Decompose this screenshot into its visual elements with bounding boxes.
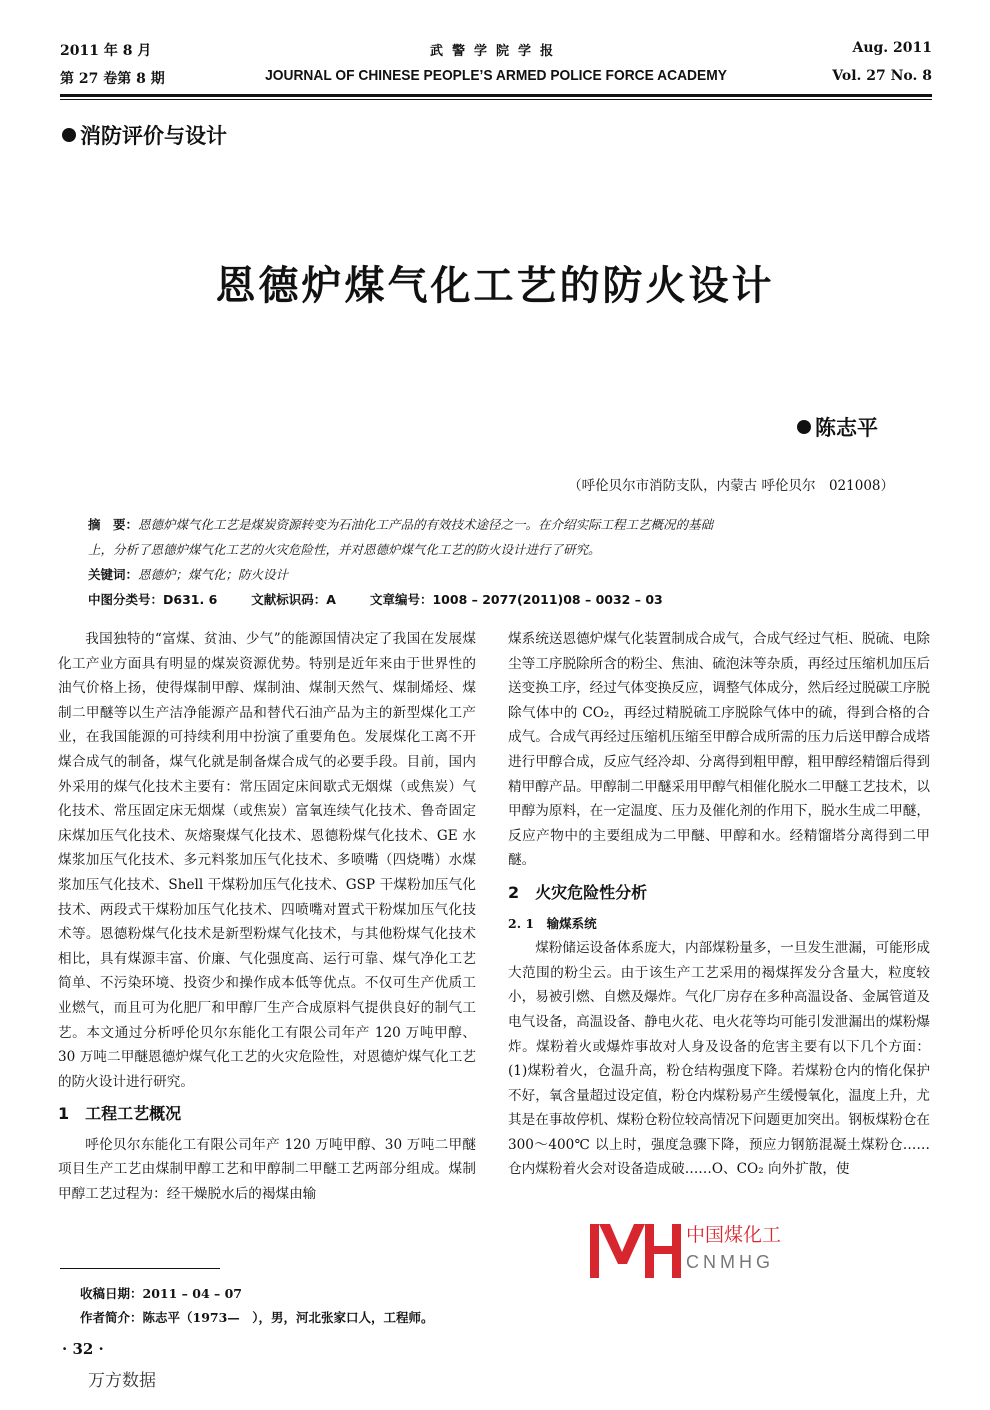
classification-line (88, 587, 892, 612)
running-header-bottom (60, 67, 932, 91)
section-1-paragraph: 呼伦贝尔东能化工有限公司年产 120 万吨甲醇、30 万吨二甲醚项目生产工艺由煤制甲醇工艺和甲醇制二甲醚工艺两部分组成。煤制甲醇工艺过程为：经干燥脱水后的褐煤由输 (58, 1136, 476, 1203)
database-label: 万方数据 (88, 1371, 156, 1391)
watermark-en: CNMHG (686, 1252, 774, 1272)
running-header-top (60, 40, 932, 62)
header-volume-en: Vol. 27 No. 8 (832, 68, 932, 84)
keywords-line (88, 562, 892, 587)
author-bio (80, 1308, 434, 1326)
left-column (58, 627, 476, 1207)
affiliation: （呼伦贝尔市消防支队，内蒙古 呼伦贝尔 021008） (568, 478, 894, 494)
keywords-label: 关键词： (88, 567, 139, 582)
clc-item (88, 587, 217, 612)
clc-label: 中图分类号： (88, 592, 164, 607)
doc-code-label: 文献标识码： (251, 592, 327, 607)
received-label: 收稿日期： (80, 1286, 143, 1301)
abstract-text-2: 上，分析了恩德炉煤气化工艺的火灾危险性，并对恩德炉煤气化工艺的防火设计进行了研究。 (88, 542, 601, 557)
header-journal-en: JOURNAL OF CHINESE PEOPLE’S ARMED POLICE FORCE ACADEMY (265, 67, 727, 84)
doc-code-item (251, 587, 336, 612)
doc-code-value: A (326, 592, 336, 607)
header-volume-cn: 第 27 卷第 8 期 (60, 71, 165, 87)
section-2-1-heading: 2. 1 输煤系统 (508, 915, 597, 931)
article-title: 恩德炉煤气化工艺的防火设计 (215, 263, 775, 309)
process-paragraph: 煤系统送恩德炉煤气化装置制成合成气，合成气经过气柜、脱硫、电除尘等工序脱除所含的粉尘、焦油、硫泡沫等杂质，再经过压缩机加压后送变换工序，经过气体变换反应，调整气体成分，然后经过脱碳工序脱除气体中的 CO₂，再经过精脱硫工序脱除气体中的硫，得到合格的合成气。合成气再经过压缩机压缩至甲醇合成所需的压力后送甲醇合成塔进行甲醇合成，反应气经冷却、分离得到粗甲醇，粗甲醇经精馏后得到精甲醇产品。甲醇制二甲醚采用甲醇气相催化脱水二甲醚工艺技术，以甲醇为原料，在一定温度、压力及催化剂的作用下，脱水生成二甲醚，反应产物中的主要组成为二甲醚、甲醇和水。经精馏塔分离得到二甲醚。 (508, 631, 930, 869)
watermark-logo (588, 1214, 794, 1280)
page-number: · 32 · (62, 1340, 104, 1358)
author-name: 陈志平 (815, 415, 878, 440)
received-value: 2011 – 04 – 07 (142, 1286, 243, 1301)
author (797, 412, 878, 442)
received-date (80, 1284, 242, 1302)
abstract-line-2 (88, 537, 892, 562)
article-no-value: 1008 – 2077(2011)08 – 0032 – 03 (432, 592, 663, 607)
header-rule-thin (60, 99, 932, 100)
right-column (508, 627, 930, 1182)
keywords-text: 恩德炉；煤气化；防火设计 (138, 567, 289, 582)
section-tag-text: 消防评价与设计 (80, 124, 227, 148)
section-2-1-paragraph: 煤粉储运设备体系庞大，内部煤粉量多，一旦发生泄漏，可能形成大范围的粉尘云。由于该生产工艺采用的褐煤挥发分含量大，粒度较小，易被引燃、自燃及爆炸。气化厂房存在多种高温设备、金属管道及电气设备，高温设备、静电火花、电火花等均可能引发泄漏出的煤粉爆炸。煤粉着火或爆炸事故对人身及设备的危害主要有以下几个方面：(1)煤粉着火，仓温升高，粉仓结构强度下降。若煤粉仓内的惰化保护不好，氧含量超过设定值，粉仓内煤粉易产生缓慢氧化，温度上升，尤其是在事故停机、煤粉仓粉位较高情况下问题更加突出。钢板煤粉仓在 300～400℃ 以上时，强度急骤下降，预应力钢筋混凝土煤粉仓……仓内煤粉着火会对设备造成破……O、CO₂ 向外扩散，使 (508, 940, 930, 1178)
footnote-rule (60, 1268, 220, 1269)
header-date-en: Aug. 2011 (852, 40, 932, 56)
clc-value: D631. 6 (163, 592, 218, 607)
abstract-line-1 (88, 512, 892, 537)
bullet-icon (797, 420, 811, 434)
article-no-item (370, 587, 663, 612)
watermark-cn: 中国煤化工 (686, 1224, 782, 1246)
abstract-block (88, 512, 892, 612)
section-1-heading: 1 工程工艺概况 (58, 1104, 182, 1124)
article-no-label: 文章编号： (369, 592, 433, 607)
bullet-icon (62, 128, 76, 142)
section-tag (62, 120, 227, 150)
cnmhg-logo-icon (588, 1214, 684, 1280)
header-journal-cn: 武警学院学报 (429, 44, 562, 59)
bio-value: 陈志平（1973— ），男，河北张家口人，工程师。 (142, 1310, 434, 1325)
abstract-text-1: 恩德炉煤气化工艺是煤炭资源转变为石油化工产品的有效技术途径之一。在介绍实际工程工艺概况的基础 (138, 517, 714, 532)
intro-paragraph: 我国独特的“富煤、贫油、少气”的能源国情决定了我国在发展煤化工产业方面具有明显的煤炭资源优势。特别是近年来由于世界性的油气价格上扬，使得煤制甲醇、煤制油、煤制天然气、煤制烯烃、煤制二甲醚等以生产洁净能源产品和替代石油产品为主的新型煤化工产业，在我国能源的可持续利用中扮演了重要角色。发展煤化工离不开煤合成气的制备，煤气化就是制备煤合成气的必要手段。目前，国内外采用的煤气化技术主要有：常压固定床间歇式无烟煤（或焦炭）气化技术、常压固定床无烟煤（或焦炭）富氧连续气化技术、鲁奇固定床煤加压气化技术、灰熔聚煤气化技术、恩德粉煤气化技术、GE 水煤浆加压气化技术、多元料浆加压气化技术、多喷嘴（四烧嘴）水煤浆加压气化技术、Shell 干煤粉加压气化技术、GSP 干煤粉加压气化技术、两段式干煤粉加压气化技术、四喷嘴对置式干粉煤加压气化技术等。恩德粉煤气化技术是新型粉煤气化技术，与其他粉煤气化技术相比，具有煤源丰富、价廉、气化强度高、运行可靠、煤气净化工艺简单、不污染环境、投资少和操作成本低等优点。不仅可生产优质工业燃气，而且可为化肥厂和甲醇厂生产合成原料气提供良好的制气工艺。本文通过分析呼伦贝尔东能化工有限公司年产 120 万吨甲醇、30 万吨二甲醚恩德炉煤气化工艺的火灾危险性，对恩德炉煤气化工艺的防火设计进行研究。 (58, 631, 476, 1090)
abstract-label: 摘 要： (88, 517, 139, 532)
header-date-cn: 2011 年 8 月 (60, 43, 152, 59)
header-rule-thick (60, 94, 932, 97)
section-2-heading: 2 火灾危险性分析 (508, 882, 648, 902)
bio-label: 作者简介： (80, 1310, 143, 1325)
